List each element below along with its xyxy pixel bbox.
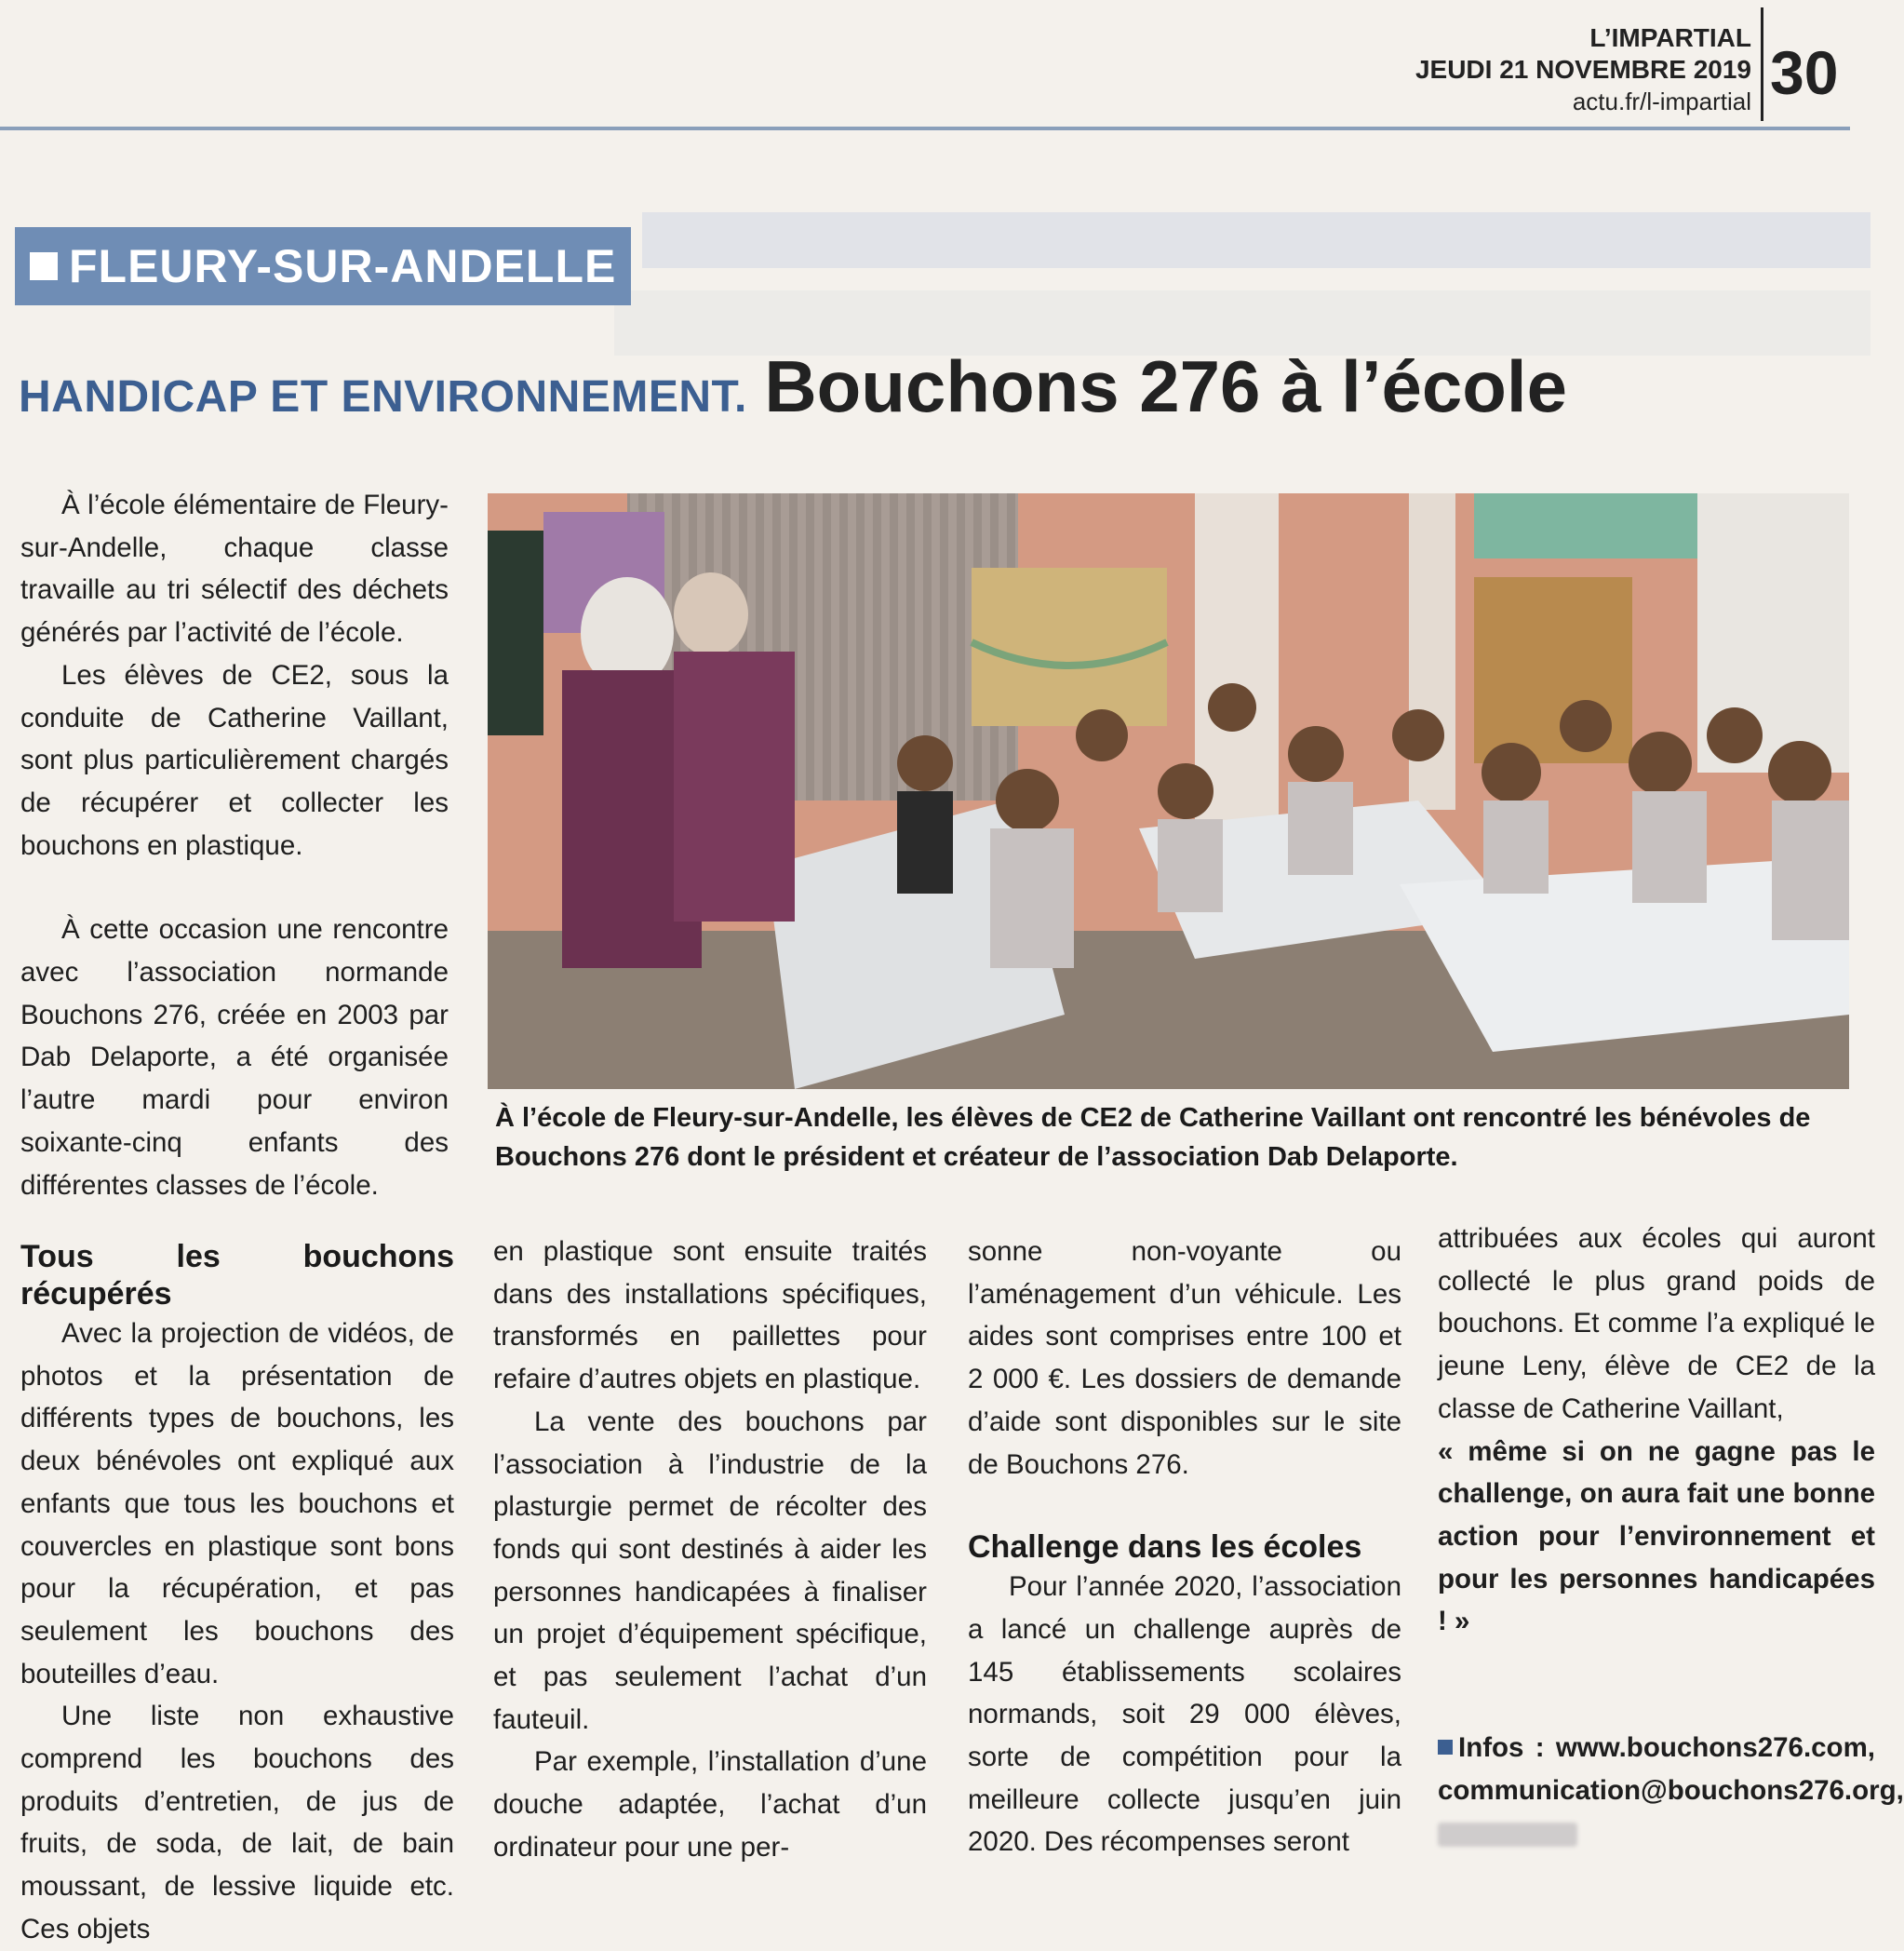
publication-url: actu.fr/l-impartial <box>1572 87 1751 115</box>
intro-column <box>20 484 449 1206</box>
intro-paragraph-3: À cette occasion une rencontre avec l’association normande Bouchons 276, créée en 2003 par Dab Delaporte, a été organisée l’autre mardi pour environ soixante-cinq enfants des différentes classes de l’école. <box>20 914 449 1201</box>
photo-caption: À l’école de Fleury-sur-Andelle, les élèves de CE2 de Catherine Vaillant ont rencontré les bénévoles de Bouchons 276 dont le président et créateur de l’association Dab Delaporte. <box>495 1103 1811 1172</box>
col1-paragraph-2: Une liste non exhaustive comprend les bouchons des produits d’entretien, de jus de fruits, de soda, de lait, de bain moussant, de lessive liquide etc. Ces objets <box>20 1701 454 1944</box>
col3-paragraph-2: Pour l’année 2020, l’association a lancé un challenge auprès de 145 établissements scolaires normands, soit 29 000 élèves, sorte de compétition pour la meilleure collecte jusqu’en juin 2020. Des récompenses seront <box>968 1571 1401 1858</box>
kicker-label: FLEURY-SUR-ANDELLE <box>69 240 617 292</box>
col2-paragraph-2: La vente des bouchons par l’association à l’industrie de la plasturgie permet de récolter des fonds qui sont destinés à aider les personnes handicapées à finaliser un projet d’équipement spécifique, et pas seulement l’achat d’un fauteuil. <box>493 1406 927 1735</box>
page-number: 30 <box>1770 38 1839 107</box>
body-column-3 <box>968 1231 1401 1864</box>
infos-contact: Infos : www.bouchons276.com, communication@bouchons276.org, <box>1438 1732 1904 1806</box>
subheading-challenge: Challenge dans les écoles <box>968 1529 1362 1566</box>
print-through-band <box>642 212 1870 268</box>
col4-paragraph-1: attribuées aux écoles qui auront collecté le plus grand poids de bouchons. Et comme l’a expliqué le jeune Leny, élève de CE2 de la classe de Catherine Vaillant, <box>1438 1223 1875 1424</box>
intro-paragraph-1: À l’école élémentaire de Fleury-sur-Andelle, chaque classe travaille au tri sélectif des déchets générés par l’activité de l’école. <box>20 490 449 649</box>
leny-quote: « même si on ne gagne pas le challenge, on aura fait une bonne action pour l’environnement et pour les personnes handicapées ! » <box>1438 1435 1875 1637</box>
col1-paragraph-1: Avec la projection de vidéos, de photos et la présentation de différents types de bouchons, les deux bénévoles ont expliqué aux enfants que tous les bouchons et couvercles en plastique sont bons pour la récupération, et pas seulement les bouchons des bouteilles d’eau. <box>20 1318 454 1689</box>
headline-title: Bouchons 276 à l’école <box>764 345 1567 427</box>
classroom-photo-illustration <box>488 493 1849 1089</box>
section-kicker <box>15 227 631 305</box>
subheading-tous-les-bouchons: Tous les bouchons récupérés <box>20 1239 454 1312</box>
square-bullet-icon <box>30 252 58 280</box>
article-headline <box>19 344 1870 429</box>
infos-bullet-icon <box>1438 1740 1453 1755</box>
col3-paragraph-1: sonne non-voyante ou l’aménagement d’un véhicule. Les aides sont comprises entre 100 et 2 000 €. Les dossiers de demande d’aide sont disponibles sur le site de Bouchons 276. <box>968 1236 1401 1480</box>
intro-paragraph-2: Les élèves de CE2, sous la conduite de Catherine Vaillant, sont plus particulièrement chargés de récupérer et collecter les bouchons en plastique. <box>20 659 449 861</box>
issue-date: JEUDI 21 NOVEMBRE 2019 <box>1415 55 1751 84</box>
classroom-photo <box>488 493 1849 1089</box>
header-separator <box>1761 7 1763 121</box>
col2-paragraph-1: en plastique sont ensuite traités dans des installations spécifiques, transformés en paillettes pour refaire d’autres objets en plastique. <box>493 1236 927 1395</box>
header-rule <box>0 127 1850 130</box>
body-column-1 <box>20 1238 454 1951</box>
body-column-4 <box>1438 1218 1904 1854</box>
body-column-2 <box>493 1231 927 1869</box>
redacted-phone <box>1438 1823 1577 1847</box>
col2-paragraph-3: Par exemple, l’installation d’une douche adaptée, l’achat d’un ordinateur pour une per- <box>493 1746 927 1863</box>
headline-overline: HANDICAP ET ENVIRONNEMENT. <box>19 372 747 422</box>
publication-name: L’IMPARTIAL <box>1589 23 1751 52</box>
page-header <box>1415 22 1751 117</box>
